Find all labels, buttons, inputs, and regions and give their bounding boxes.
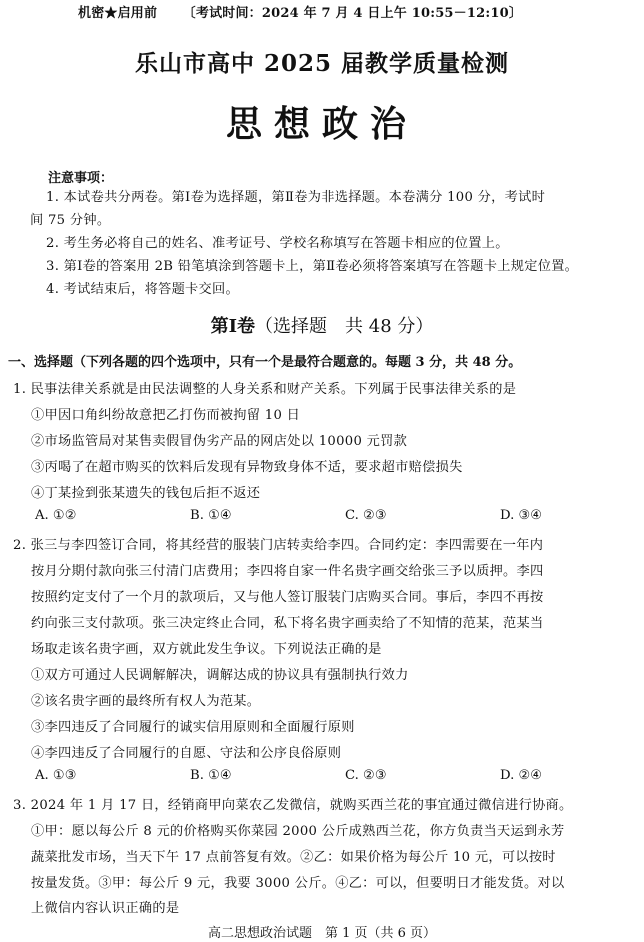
exam-title: 乐山市高中 2025 届教学质量检测 — [134, 50, 510, 77]
q1-option-a: A. ①② — [35, 508, 77, 523]
notice-line-4: 3. 第Ⅰ卷的答案用 2B 铅笔填涂到答题卡上，第Ⅱ卷必须将答案填写在答题卡上规定位置。 — [46, 259, 579, 274]
q1-item-3: ③丙喝了在超市购买的饮料后发现有异物致身体不适，要求超市赔偿损失 — [31, 460, 463, 475]
notice-line-5: 4. 考试结束后，将答题卡交回。 — [46, 282, 240, 297]
q2-option-b: B. ①④ — [190, 768, 232, 783]
q1-item-4: ④丁某捡到张某遗失的钱包后拒不返还 — [31, 486, 261, 501]
part1-label: 第Ⅰ卷 — [210, 316, 256, 337]
q2-line-3: 按照约定支付了一个月的款项后，又与他人签订服装门店购买合同。事后，李四不再按 — [31, 590, 544, 605]
q2-line-2: 按月分期付款向张三付清门店费用；李四将自家一件名贵字画交给张三予以质押。李四 — [31, 564, 544, 579]
q2-item-4: ④李四违反了合同履行的自愿、守法和公序良俗原则 — [31, 746, 342, 761]
part1-desc: （选择题 共 48 分） — [255, 316, 434, 337]
q2-item-1: ①双方可通过人民调解解决，调解达成的协议具有强制执行效力 — [31, 668, 409, 683]
q1-option-d: D. ③④ — [500, 508, 543, 523]
notice-heading: 注意事项： — [48, 171, 114, 186]
part1-title — [0, 312, 644, 338]
q2-option-d: D. ②④ — [500, 768, 543, 783]
q2-item-3: ③李四违反了合同履行的诚实信用原则和全面履行原则 — [31, 720, 355, 735]
q1-option-c: C. ②③ — [345, 508, 387, 523]
notice-line-1: 1. 本试卷共分两卷。第Ⅰ卷为选择题，第Ⅱ卷为非选择题。本卷满分 100 分，考试时 — [46, 190, 546, 205]
q3-line-1: 3. 2024 年 1 月 17 日，经销商甲向菜农乙发微信，就购买西兰花的事宜通过微信进行协商。 — [13, 798, 573, 813]
exam-header-line — [78, 2, 522, 21]
q1-stem: 1. 民事法律关系就是由民法调整的人身关系和财产关系。下列属于民事法律关系的是 — [13, 382, 517, 397]
q2-option-a: A. ①③ — [35, 768, 77, 783]
subject-title: 思想政治 — [225, 103, 418, 145]
q3-line-3: 蔬菜批发市场，当天下午 17 点前答复有效。②乙：如果价格为每公斤 10 元，可以按时 — [31, 850, 556, 865]
exam-time: 〔考试时间：2024 年 7 月 4 日上午 10:55－12:10〕 — [182, 6, 523, 21]
q2-line-4: 约向张三支付款项。张三决定终止合同，私下将名贵字画卖给了不知情的范某，范某当 — [31, 616, 544, 631]
q3-line-2: ①甲：愿以每公斤 8 元的价格购买你菜园 2000 公斤成熟西兰花，你方负责当天运到永芳 — [31, 824, 565, 839]
q2-line-5: 场取走该名贵字画，双方就此发生争议。下列说法正确的是 — [31, 642, 382, 657]
q3-line-4: 按量发货。③甲：每公斤 9 元，我要 3000 公斤。④乙：可以，但要明日才能发货。对以 — [31, 876, 565, 891]
q1-item-2: ②市场监管局对某售卖假冒伪劣产品的网店处以 10000 元罚款 — [31, 434, 408, 449]
confidential-label: 机密★启用前 — [78, 6, 158, 21]
q2-line-1: 2. 张三与李四签订合同，将其经营的服装门店转卖给李四。合同约定：李四需要在一年内 — [13, 538, 544, 553]
q2-item-2: ②该名贵字画的最终所有权人为范某。 — [31, 694, 261, 709]
q3-line-5: 上微信内容认识正确的是 — [31, 901, 180, 916]
q2-option-c: C. ②③ — [345, 768, 387, 783]
q1-option-b: B. ①④ — [190, 508, 232, 523]
page-footer: 高二思想政治试题 第 1 页（共 6 页） — [207, 926, 437, 941]
notice-line-3: 2. 考生务必将自己的姓名、准考证号、学校名称填写在答题卡相应的位置上。 — [46, 236, 509, 251]
q1-item-1: ①甲因口角纠纷故意把乙打伤而被拘留 10 日 — [31, 408, 301, 423]
section-heading: 一、选择题（下列各题的四个选项中，只有一个是最符合题意的。每题 3 分，共 48 分。 — [8, 355, 522, 370]
notice-line-2: 间 75 分钟。 — [30, 213, 111, 228]
